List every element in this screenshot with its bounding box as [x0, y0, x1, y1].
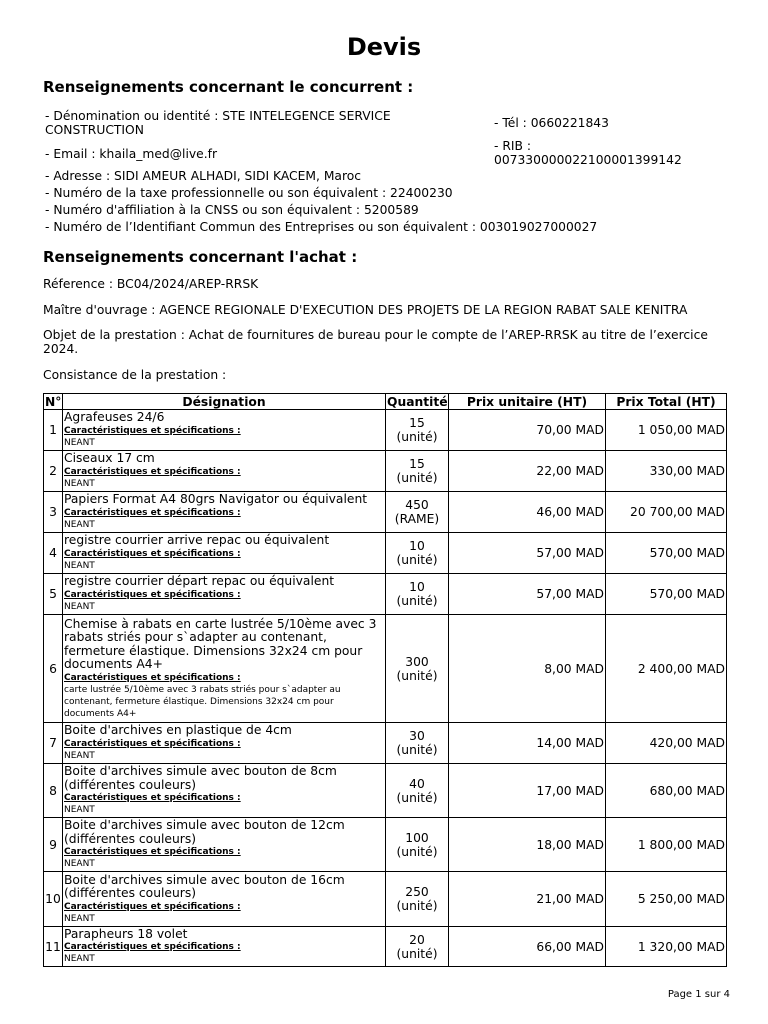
row-designation	[63, 872, 386, 927]
row-quantity: 10 (unité)	[386, 533, 449, 574]
row-num: 11	[44, 927, 63, 967]
row-total: 680,00 MAD	[606, 764, 727, 818]
spec-text: NEANT	[64, 601, 95, 612]
objet-text: Objet de la prestation : Achat de fournitures de bureau pour le compte de l’AREP-RRSK au titre de l’exercice 2024.	[43, 328, 708, 356]
row-designation	[63, 615, 386, 723]
spec-label: Caractéristiques et spécifications :	[64, 793, 241, 803]
spec-label: Caractéristiques et spécifications :	[64, 901, 241, 912]
row-quantity: 300 (unité)	[386, 615, 449, 723]
row-num: 1	[44, 410, 63, 451]
row-num: 4	[44, 533, 63, 574]
page-number: Page 1 sur 4	[667, 989, 730, 1000]
row-designation	[63, 574, 386, 615]
table-row	[44, 492, 727, 533]
document-title: Devis	[346, 33, 422, 61]
row-designation	[63, 533, 386, 574]
spec-label: Caractéristiques et spécifications :	[64, 548, 241, 559]
row-unit-price: 46,00 MAD	[449, 492, 606, 533]
row-quantity: 20 (unité)	[386, 927, 449, 967]
row-quantity: 30 (unité)	[386, 723, 449, 764]
row-total: 5 250,00 MAD	[606, 872, 727, 927]
row-unit-price: 22,00 MAD	[449, 451, 606, 492]
reference-text: Réference : BC04/2024/AREP-RRSK	[43, 277, 259, 291]
table-row	[44, 764, 727, 818]
table-row	[44, 818, 727, 872]
table-row	[44, 410, 727, 451]
header-num: N°	[45, 394, 62, 409]
consistance-text: Consistance de la prestation :	[43, 368, 227, 382]
table-row	[44, 574, 727, 615]
designation-text: Boite d'archives simule avec bouton de 16cm (différentes couleurs)	[64, 872, 345, 900]
row-designation	[63, 927, 386, 967]
spec-text: NEANT	[64, 954, 95, 965]
row-total: 1 320,00 MAD	[606, 927, 727, 967]
designation-text: Boite d'archives simule avec bouton de 8cm (différentes couleurs)	[64, 764, 337, 792]
designation-text: Agrafeuses 24/6	[64, 410, 165, 425]
row-unit-price: 57,00 MAD	[449, 533, 606, 574]
header-prix-total: Prix Total (HT)	[606, 394, 727, 410]
section-achat-title: Renseignements concernant l'achat :	[43, 248, 358, 266]
spec-label: Caractéristiques et spécifications :	[64, 672, 241, 683]
row-num: 3	[44, 492, 63, 533]
row-quantity: 450 (RAME)	[386, 492, 449, 533]
spec-label: Caractéristiques et spécifications :	[64, 507, 241, 518]
row-designation	[63, 723, 386, 764]
spec-text: NEANT	[64, 913, 95, 924]
row-num: 5	[44, 574, 63, 615]
row-quantity: 15 (unité)	[386, 410, 449, 451]
row-unit-price: 18,00 MAD	[449, 818, 606, 872]
designation-text: Papiers Format A4 80grs Navigator ou équivalent	[64, 492, 368, 507]
row-unit-price: 66,00 MAD	[449, 927, 606, 967]
spec-text: NEANT	[64, 805, 95, 815]
row-total: 20 700,00 MAD	[606, 492, 727, 533]
row-total: 1 050,00 MAD	[606, 410, 727, 451]
row-quantity: 15 (unité)	[386, 451, 449, 492]
maitre-ouvrage-text: Maître d'ouvrage : AGENCE REGIONALE D'EXECUTION DES PROJETS DE LA REGION RABAT SALE KENITRA	[43, 303, 688, 317]
row-unit-price: 70,00 MAD	[449, 410, 606, 451]
spec-label: Caractéristiques et spécifications :	[64, 738, 241, 749]
row-num: 6	[44, 615, 63, 723]
rib-label: - RIB :	[494, 139, 532, 153]
row-unit-price: 21,00 MAD	[449, 872, 606, 927]
row-unit-price: 8,00 MAD	[449, 615, 606, 723]
row-num: 7	[44, 723, 63, 764]
row-unit-price: 17,00 MAD	[449, 764, 606, 818]
taxe-text: - Numéro de la taxe professionnelle ou son équivalent : 22400230	[45, 186, 453, 200]
row-designation	[63, 818, 386, 872]
spec-text: NEANT	[64, 478, 95, 489]
designation-text: registre courrier arrive repac ou équivalent	[64, 533, 330, 548]
row-unit-price: 57,00 MAD	[449, 574, 606, 615]
row-total: 1 800,00 MAD	[606, 818, 727, 872]
row-num: 9	[44, 818, 63, 872]
spec-text: NEANT	[64, 437, 95, 448]
table-row	[44, 723, 727, 764]
row-quantity: 100 (unité)	[386, 818, 449, 872]
spec-label: Caractéristiques et spécifications :	[64, 589, 241, 600]
table-header-row	[44, 394, 727, 410]
row-num: 2	[44, 451, 63, 492]
table-row	[44, 927, 727, 967]
row-unit-price: 14,00 MAD	[449, 723, 606, 764]
row-num: 8	[44, 764, 63, 818]
items-table	[43, 393, 727, 967]
denomination-text: - Dénomination ou identité : STE INTELEGENCE SERVICE CONSTRUCTION	[45, 109, 391, 137]
spec-text: carte lustrée 5/10ème avec 3 rabats striés pour s`adapter au contenant, fermeture élastique. Dimensions 32x24 cm pour documents A4+	[64, 684, 341, 719]
table-row	[44, 615, 727, 723]
spec-text: NEANT	[64, 560, 95, 571]
row-total: 420,00 MAD	[606, 723, 727, 764]
spec-label: Caractéristiques et spécifications :	[64, 425, 241, 436]
spec-label: Caractéristiques et spécifications :	[64, 847, 241, 857]
designation-text: registre courrier départ repac ou équivalent	[64, 574, 335, 589]
designation-text: Boite d'archives en plastique de 4cm	[64, 723, 292, 738]
spec-text: NEANT	[64, 750, 95, 761]
spec-text: NEANT	[64, 519, 95, 530]
row-total: 330,00 MAD	[606, 451, 727, 492]
designation-text: Chemise à rabats en carte lustrée 5/10ème avec 3 rabats striés pour s`adapter au contenant, fermeture élastique. Dimensions 32x24 cm pour documents A4+	[64, 616, 377, 671]
header-prix-unitaire: Prix unitaire (HT)	[449, 394, 606, 410]
row-designation	[63, 492, 386, 533]
row-designation	[63, 764, 386, 818]
row-quantity: 40 (unité)	[386, 764, 449, 818]
row-designation	[63, 451, 386, 492]
email-text: - Email : khaila_med@live.fr	[45, 147, 218, 161]
spec-label: Caractéristiques et spécifications :	[64, 942, 241, 953]
row-total: 570,00 MAD	[606, 533, 727, 574]
adresse-text: - Adresse : SIDI AMEUR ALHADI, SIDI KACEM, Maroc	[45, 169, 362, 183]
designation-text: Ciseaux 17 cm	[64, 451, 155, 466]
table-row	[44, 872, 727, 927]
designation-text: Boite d'archives simule avec bouton de 12cm (différentes couleurs)	[64, 818, 345, 846]
row-total: 2 400,00 MAD	[606, 615, 727, 723]
ice-text: - Numéro de l’Identifiant Commun des Entreprises ou son équivalent : 003019027000027	[45, 220, 598, 234]
rib-value: 007330000022100001399142	[494, 153, 682, 167]
header-designation: Désignation	[63, 394, 386, 410]
spec-text: NEANT	[64, 859, 95, 869]
table-row	[44, 533, 727, 574]
spec-label: Caractéristiques et spécifications :	[64, 466, 241, 477]
row-num: 10	[44, 872, 63, 927]
row-total: 570,00 MAD	[606, 574, 727, 615]
row-quantity: 10 (unité)	[386, 574, 449, 615]
row-quantity: 250 (unité)	[386, 872, 449, 927]
row-designation	[63, 410, 386, 451]
tel-text: - Tél : 0660221843	[494, 116, 609, 130]
section-concurrent-title: Renseignements concernant le concurrent :	[43, 78, 414, 96]
designation-text: Parapheurs 18 volet	[64, 926, 188, 941]
header-quantite: Quantité	[387, 394, 448, 409]
cnss-text: - Numéro d'affiliation à la CNSS ou son équivalent : 5200589	[45, 203, 419, 217]
table-row	[44, 451, 727, 492]
